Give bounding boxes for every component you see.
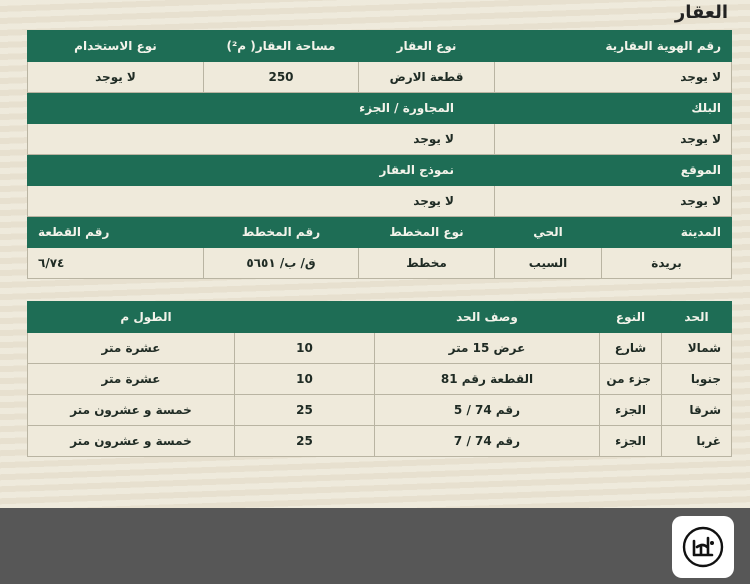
header-city: المدينة (602, 217, 732, 248)
value-location: لا يوجد (495, 186, 732, 217)
value-usage-type: لا يوجد (28, 62, 204, 93)
header-property-id: رقم الهوية العقارية (495, 31, 732, 62)
boundary-type: شارع (600, 333, 662, 364)
header-boundary-length: الطول م (28, 302, 375, 333)
boundary-length-text: عشرة متر (28, 364, 235, 395)
header-plot-number: رقم القطعة (28, 217, 204, 248)
boundary-length-text: عشرة متر (28, 333, 235, 364)
boundary-length-number: 25 (235, 426, 375, 457)
boundary-type: جزء من (600, 364, 662, 395)
value-plan-number: ق/ ب/ ٥٦٥١ (204, 248, 359, 279)
value-property-type: قطعة الارض (359, 62, 495, 93)
property-value-row-2 (28, 124, 732, 155)
property-value-row-3 (28, 186, 732, 217)
header-location: الموقع (495, 155, 732, 186)
header-property-model: نموذج العقار (28, 155, 495, 186)
boundary-description: القطعة رقم 81 (375, 364, 600, 395)
header-neighborhood-part: المجاورة / الجزء (28, 93, 495, 124)
calligraphy-logo-icon[interactable] (672, 516, 734, 578)
property-header-row-3 (28, 155, 732, 186)
footer-bar (0, 508, 750, 584)
value-plan-type: مخطط (359, 248, 495, 279)
table-row (28, 426, 732, 457)
header-district: الحي (495, 217, 602, 248)
header-plan-number: رقم المخطط (204, 217, 359, 248)
value-neighborhood-part: لا يوجد (28, 124, 495, 155)
boundary-side: شمالا (662, 333, 732, 364)
property-value-row-4 (28, 248, 732, 279)
boundary-length-number: 10 (235, 364, 375, 395)
boundary-description: عرض 15 متر (375, 333, 600, 364)
table-row (28, 333, 732, 364)
value-property-id: لا يوجد (495, 62, 732, 93)
property-header-row-1 (28, 31, 732, 62)
boundary-type: الجزء (600, 426, 662, 457)
boundary-length-number: 25 (235, 395, 375, 426)
boundaries-header-row (28, 302, 732, 333)
header-block: البلك (495, 93, 732, 124)
header-usage-type: نوع الاستخدام (28, 31, 204, 62)
boundary-length-text: خمسة و عشرون متر (28, 395, 235, 426)
boundary-type: الجزء (600, 395, 662, 426)
boundary-side: غربا (662, 426, 732, 457)
boundary-side: جنوبا (662, 364, 732, 395)
boundary-length-number: 10 (235, 333, 375, 364)
boundary-length-text: خمسة و عشرون متر (28, 426, 235, 457)
header-plan-type: نوع المخطط (359, 217, 495, 248)
boundary-description: رقم 74 / 5 (375, 395, 600, 426)
value-property-model: لا يوجد (28, 186, 495, 217)
value-district: السيب (495, 248, 602, 279)
property-info-table (27, 30, 732, 279)
property-value-row-1 (28, 62, 732, 93)
header-boundary-type: النوع (600, 302, 662, 333)
value-property-area: 250 (204, 62, 359, 93)
value-plot-number: ٦/٧٤ (28, 248, 204, 279)
header-property-area: مساحة العقار( م²) (204, 31, 359, 62)
table-row (28, 395, 732, 426)
table-row (28, 364, 732, 395)
logo-mark (681, 525, 725, 569)
boundaries-table (27, 301, 732, 457)
header-boundary-side: الحد (662, 302, 732, 333)
boundary-description: رقم 74 / 7 (375, 426, 600, 457)
value-block: لا يوجد (495, 124, 732, 155)
header-property-type: نوع العقار (359, 31, 495, 62)
header-boundary-description: وصف الحد (375, 302, 600, 333)
value-city: بريدة (602, 248, 732, 279)
property-header-row-4 (28, 217, 732, 248)
boundary-side: شرقا (662, 395, 732, 426)
property-header-row-2 (28, 93, 732, 124)
section-title: العقار (674, 2, 728, 23)
